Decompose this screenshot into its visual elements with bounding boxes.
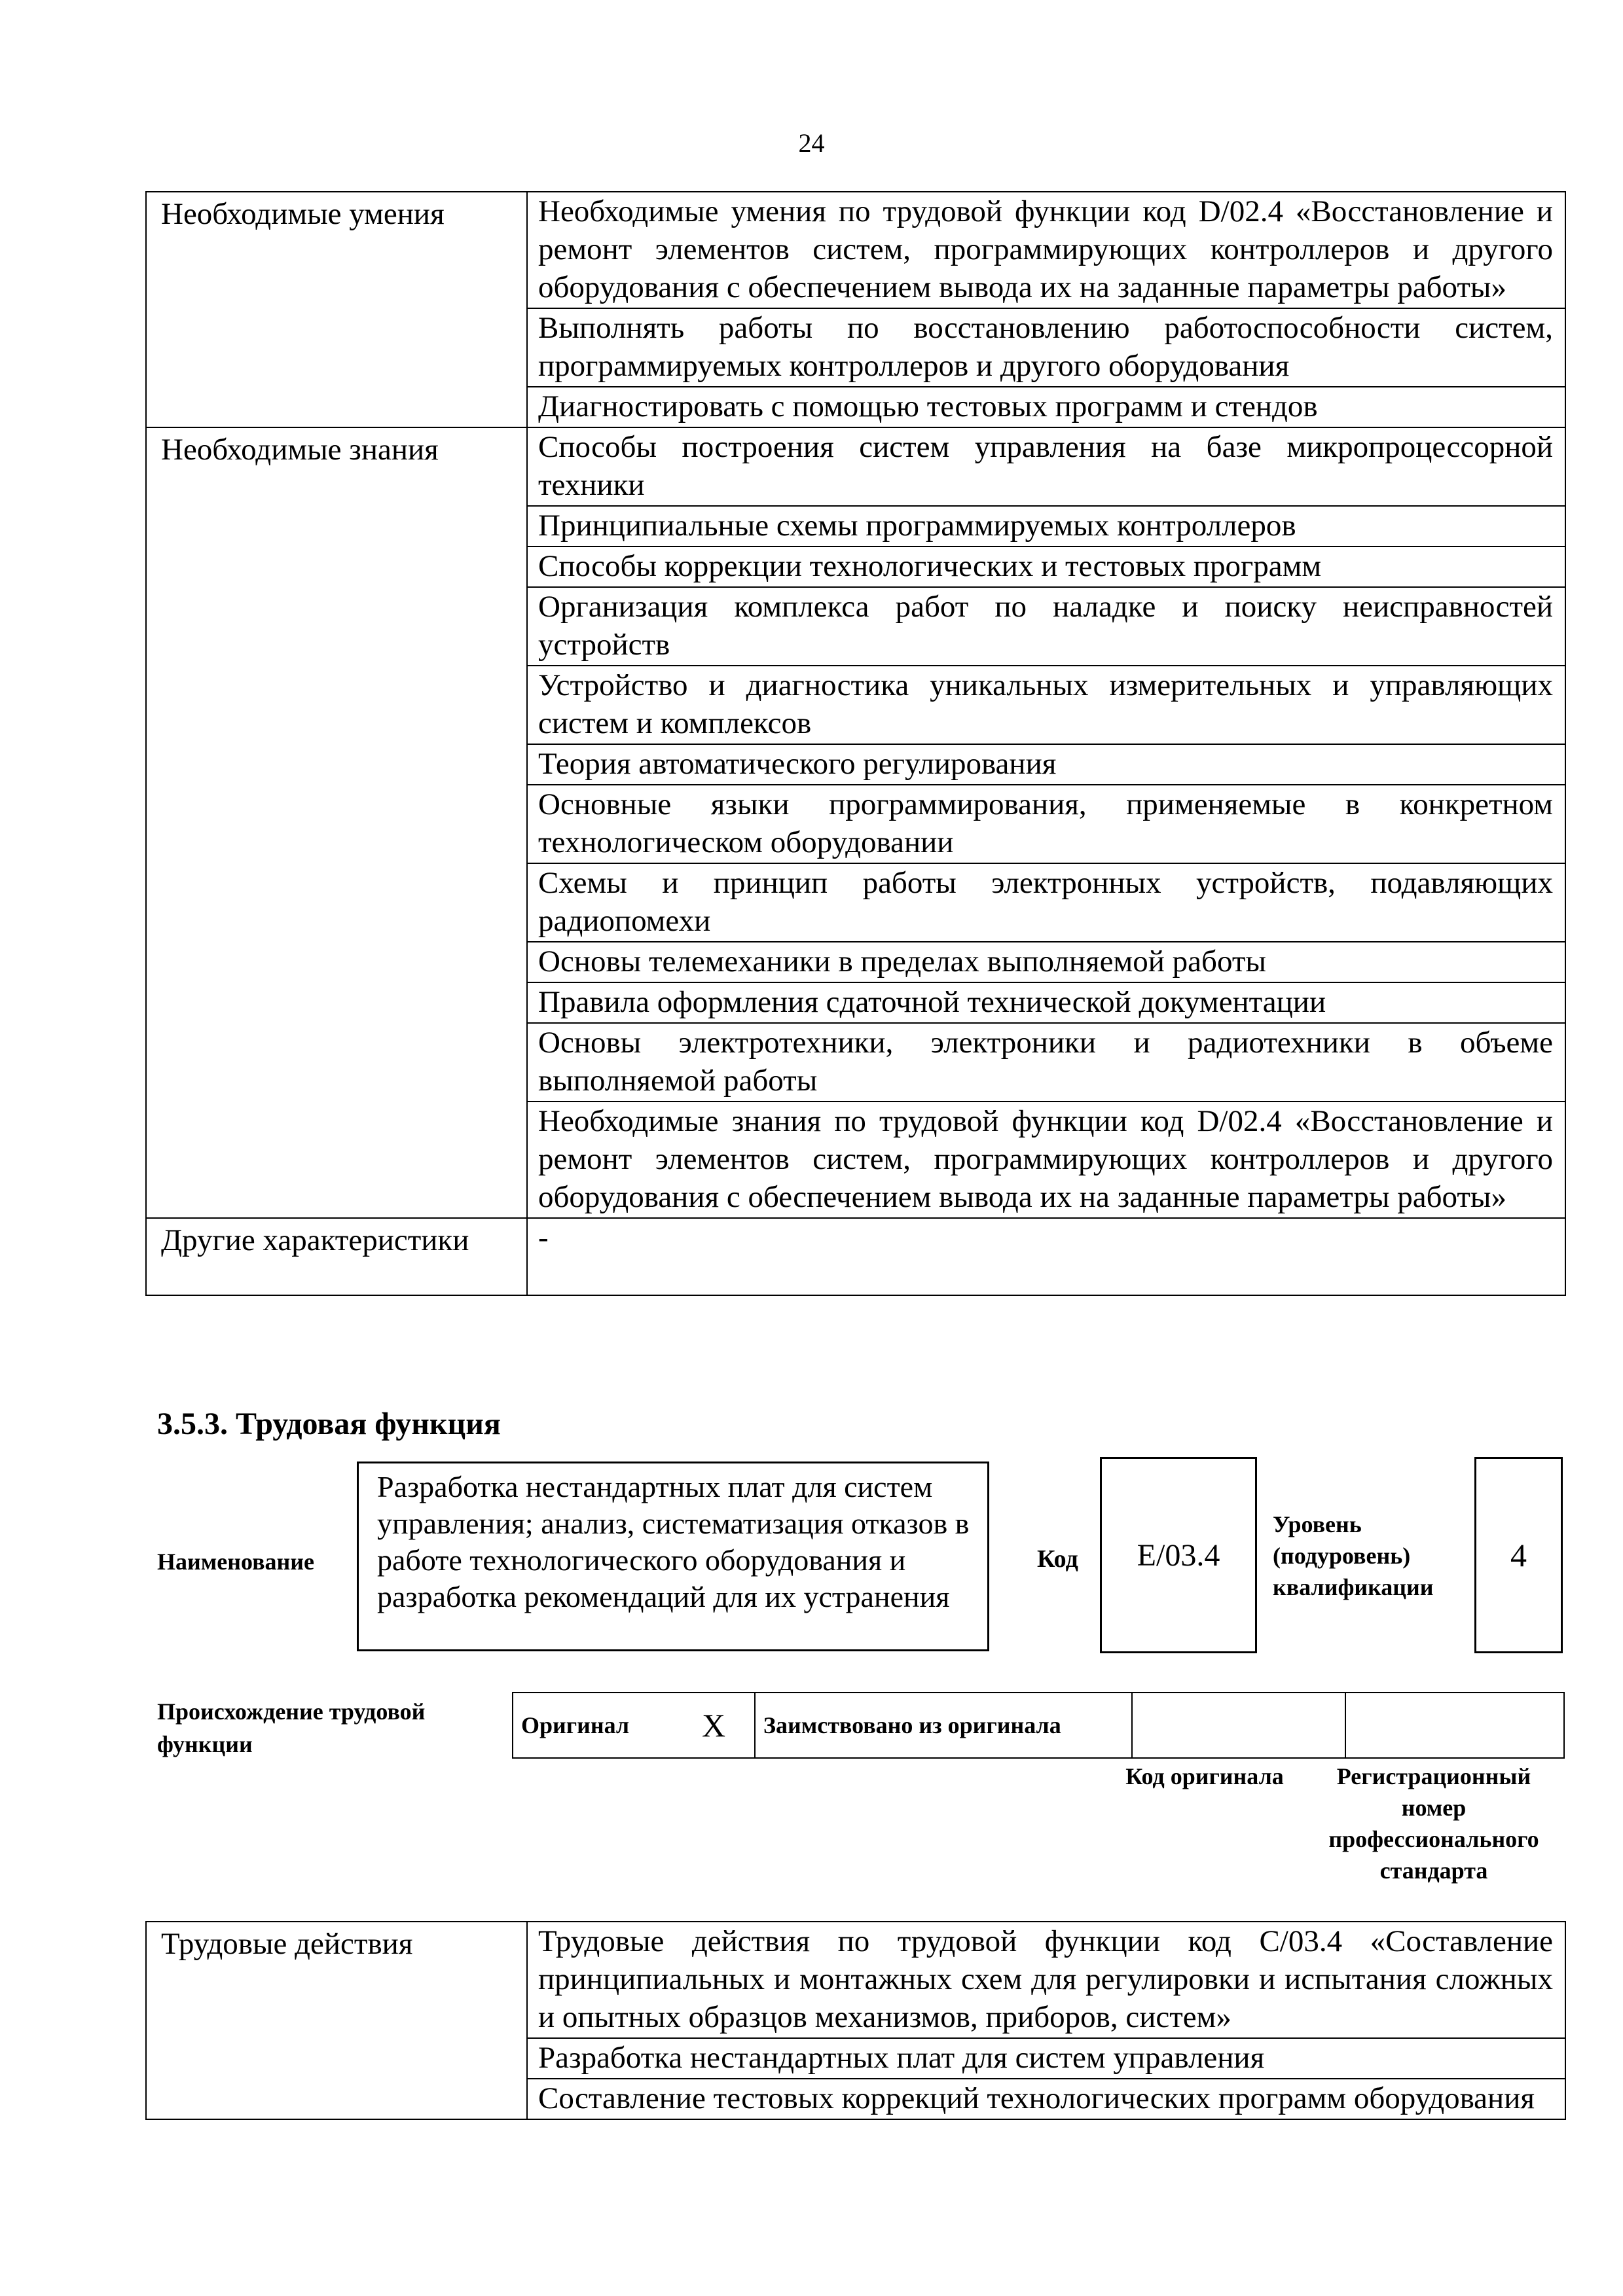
original-mark: X <box>673 1693 755 1758</box>
table-row <box>513 1693 1564 1758</box>
skill-item: Необходимые умения по трудовой функции код D/02.4 «Восстановление и ремонт элементов систем, программирующих контроллеров и другого оборудования с обеспечением вывода их на заданные параметры работы» <box>527 192 1565 308</box>
actions-label: Трудовые действия <box>146 1922 527 2119</box>
knowledge-item: Правила оформления сдаточной технической документации <box>527 982 1565 1023</box>
action-item: Разработка нестандартных плат для систем управления <box>527 2038 1565 2079</box>
table-row <box>146 192 1565 308</box>
code-label: Код <box>1037 1545 1078 1573</box>
original-label: Оригинал <box>513 1693 673 1758</box>
requirements-table <box>145 191 1566 1296</box>
name-label: Наименование <box>157 1549 314 1575</box>
other-value: - <box>527 1218 1565 1295</box>
original-code-caption: Код оригинала <box>1125 1763 1284 1789</box>
knowledge-item: Основные языки программирования, применяемые в конкретном технологическом оборудовании <box>527 785 1565 863</box>
origin-label: Происхождение трудовой функции <box>157 1698 426 1757</box>
origin-table <box>512 1692 1565 1759</box>
knowledge-item: Основы электротехники, электроники и радиотехники в объеме выполняемой работы <box>527 1023 1565 1102</box>
table-row <box>146 1218 1565 1295</box>
knowledge-item: Принципиальные схемы программируемых контроллеров <box>527 506 1565 547</box>
knowledge-item: Теория автоматического регулирования <box>527 744 1565 785</box>
page-number: 24 <box>798 128 825 158</box>
knowledge-item: Устройство и диагностика уникальных измерительных и управляющих систем и комплексов <box>527 666 1565 744</box>
action-item: Составление тестовых коррекций технологических программ оборудования <box>527 2079 1565 2119</box>
actions-table <box>145 1921 1566 2120</box>
function-name-box: Разработка нестандартных плат для систем управления; анализ, систематизация отказов в работе технологического оборудования и разработка рекомендаций для их устранения <box>357 1462 989 1651</box>
table-row <box>146 1922 1565 2038</box>
skill-item: Диагностировать с помощью тестовых программ и стендов <box>527 387 1565 427</box>
table-row <box>146 427 1565 506</box>
action-item: Трудовые действия по трудовой функции код С/03.4 «Составление принципиальных и монтажных схем для регулировки и испытания сложных и опытных образцов механизмов, приборов, систем» <box>527 1922 1565 2038</box>
original-code-cell <box>1132 1693 1345 1758</box>
reg-number-caption: Регистрационный номер профессионального стандарта <box>1328 1763 1539 1884</box>
code-value: E/03.4 <box>1137 1537 1220 1573</box>
reg-number-cell <box>1345 1693 1564 1758</box>
knowledge-item: Способы построения систем управления на базе микропроцессорной техники <box>527 427 1565 506</box>
level-label: Уровень (подуровень) квалификации <box>1273 1511 1434 1600</box>
knowledge-item: Схемы и принцип работы электронных устройств, подавляющих радиопомехи <box>527 863 1565 942</box>
knowledge-item: Способы коррекции технологических и тестовых программ <box>527 547 1565 587</box>
knowledge-item: Необходимые знания по трудовой функции код D/02.4 «Восстановление и ремонт элементов систем, программирующих контроллеров и другого оборудования с обеспечением вывода их на заданные параметры работы» <box>527 1102 1565 1218</box>
skill-item: Выполнять работы по восстановлению работоспособности систем, программируемых контроллеров и другого оборудования <box>527 308 1565 387</box>
knowledge-item: Основы телемеханики в пределах выполняемой работы <box>527 942 1565 982</box>
knowledge-label: Необходимые знания <box>146 427 527 1218</box>
code-box <box>1100 1457 1257 1653</box>
section-title: 3.5.3. Трудовая функция <box>157 1407 501 1441</box>
level-value: 4 <box>1510 1537 1527 1573</box>
other-label: Другие характеристики <box>146 1218 527 1295</box>
knowledge-item: Организация комплекса работ по наладке и поиску неисправностей устройств <box>527 587 1565 666</box>
borrowed-label: Заимствовано из оригинала <box>755 1693 1132 1758</box>
level-box <box>1474 1457 1563 1653</box>
skills-label: Необходимые умения <box>146 192 527 427</box>
